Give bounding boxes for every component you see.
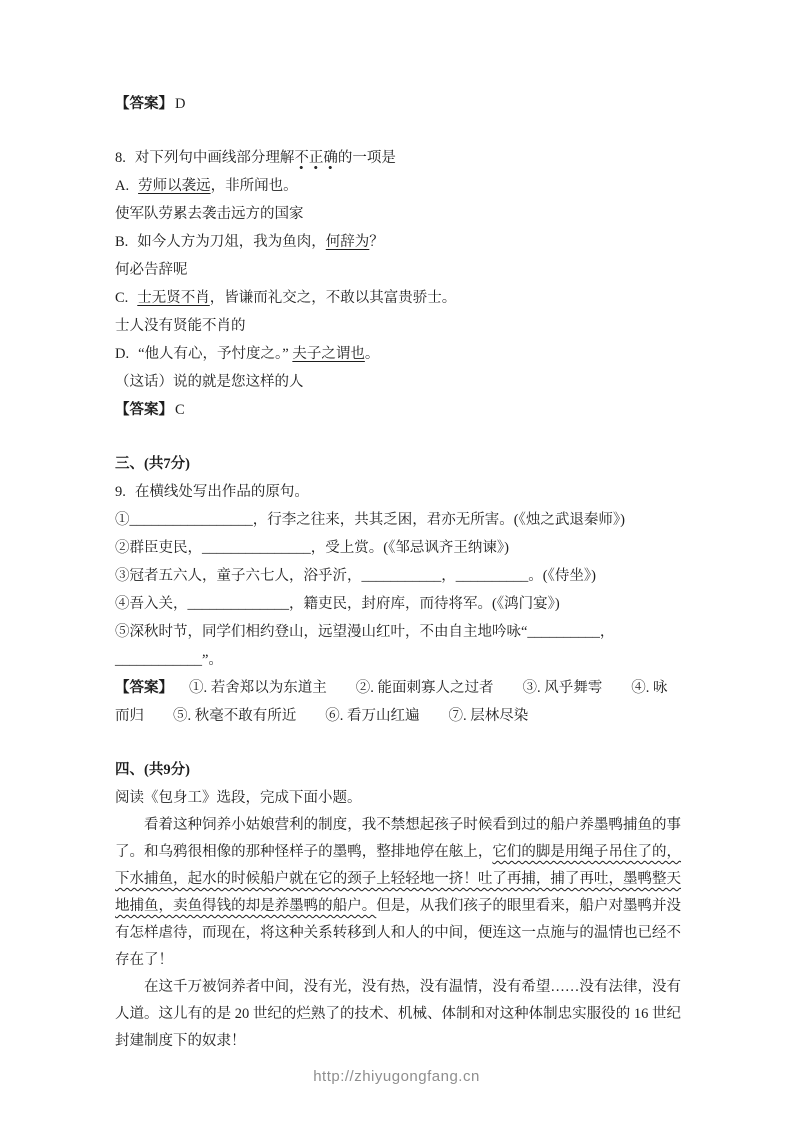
option-a-underlined: 劳师以袭远: [138, 178, 211, 194]
section-4: [115, 756, 681, 1055]
question-9-item-2: ②群臣吏民，_______________，受上赏。(《邹忌讽齐王纳谏》): [115, 540, 509, 556]
section-4-intro: 阅读《包身工》选段，完成下面小题。: [115, 790, 362, 806]
option-c-note: 士人没有贤能不肖的: [115, 318, 246, 334]
question-8-number: 8.: [115, 150, 126, 166]
option-c-label: C.: [115, 290, 129, 306]
option-c: [115, 284, 681, 312]
question-9-item-3: ③冠者五六人，童子六七人，浴乎沂，___________，__________。(《侍坐》): [115, 568, 596, 584]
option-d-label: D.: [115, 346, 130, 362]
option-b-note: 何必告辞呢: [115, 262, 188, 278]
section-4-title: 四、(共9分): [115, 762, 190, 778]
answer-label: 【答案】: [115, 96, 173, 112]
option-b: [115, 228, 681, 256]
option-a-label: A.: [115, 178, 130, 194]
option-b-label: B.: [115, 234, 129, 250]
option-a: [115, 172, 681, 200]
section-3-title: 三、(共7分): [115, 456, 190, 472]
question-9-number: 9.: [115, 484, 126, 500]
answer-value: ①. 若舍郑以为东道主 ②. 能面刺寡人之过者 ③. 风乎舞雩 ④. 咏而归 ⑤. 秋毫不敢有所近 ⑥. 看万山红遍 ⑦. 层林尽染: [115, 680, 668, 724]
option-b-pre: 如今人方为刀俎，我为鱼肉，: [137, 234, 326, 250]
question-8-stem-emphasized: 不正确: [294, 150, 338, 170]
option-a-note: 使军队劳累去袭击远方的国家: [115, 206, 304, 222]
question-9-item-4: ④吾入关，______________，籍吏民，封府库，而待将军。(《鸿门宴》): [115, 596, 560, 612]
passage-paragraph-2: 在这千万被饲养者中间，没有光，没有热，没有温情，没有希望……没有法律，没有人道。这儿有的是 20 世纪的烂熟了的技术、机械、体制和对这种体制忠实服役的 16 世纪封建制度下的奴隶！: [115, 979, 681, 1049]
question-9-item-1: ①_________________，行李之往来，共其乏困，君亦无所害。(《烛之武退秦师》): [115, 512, 625, 528]
option-d-post: 。: [364, 346, 380, 362]
option-b-post: ？: [369, 234, 384, 250]
question-8-stem: [115, 144, 681, 172]
option-c-post: ，皆谦而礼交之，不敢以其富贵骄士。: [209, 290, 457, 306]
option-d-note: （这话）说的就是您这样的人: [115, 374, 304, 390]
answer-line-q8: [115, 396, 681, 424]
answer-value: C: [175, 402, 185, 418]
answer-value: D: [175, 96, 186, 112]
footer-url: http://zhiyugongfang.cn: [313, 1068, 480, 1085]
option-d-underlined: 夫子之谓也: [292, 346, 365, 362]
question-9-stem-text: 在横线处写出作品的原句。: [134, 484, 309, 500]
answer-line-q9: [115, 674, 681, 730]
passage-p1-post: 但是，从我们孩子的眼里看来，船户对墨鸭并没有怎样虐待，而现在，将这种关系转移到人和人的中间，便连这一点施与的温情也已经不存在了！: [115, 898, 682, 968]
option-a-post: ，非所闻也。: [210, 178, 298, 194]
answer-line-q7: [115, 90, 681, 118]
option-d-pre: “他人有心，予忖度之。”: [138, 346, 293, 362]
question-8-stem-pre: 对下列句中画线部分理解: [134, 150, 295, 166]
option-b-underlined: 何辞为: [325, 234, 370, 250]
question-8-stem-post: 的一项是: [337, 150, 396, 166]
passage-paragraph-1: [115, 812, 681, 974]
question-8: [115, 144, 681, 424]
document-content: [115, 90, 681, 1055]
passage-p1-pre: 看着这种饲养小姑娘营利的制度，我不禁想起孩子时候看到过的船户养墨鸭捕鱼的事了。和乌鸦很相像的那种怪样子的墨鸭，整排地停在舷上，: [115, 817, 681, 860]
option-d: [115, 340, 681, 368]
answer-label: 【答案】: [115, 402, 173, 418]
question-9-stem: [115, 478, 681, 506]
passage-p1-wavy-underlined: 它们的脚是用绳子吊住了的，下水捕鱼，起水的时候船户就在它的颈子上轻轻地一挤！吐了再捕，捕了再吐，墨鸭整天地捕鱼，卖鱼得钱的却是养墨鸭的船户。: [115, 844, 682, 914]
question-9-item-5: ⑤深秋时节，同学们相约登山，远望漫山红叶，不由自主地吟咏“__________，____________”。: [115, 624, 615, 668]
section-3: [115, 450, 681, 730]
option-c-underlined: 士无贤不肖: [137, 290, 210, 306]
answer-label: 【答案】: [115, 680, 173, 696]
